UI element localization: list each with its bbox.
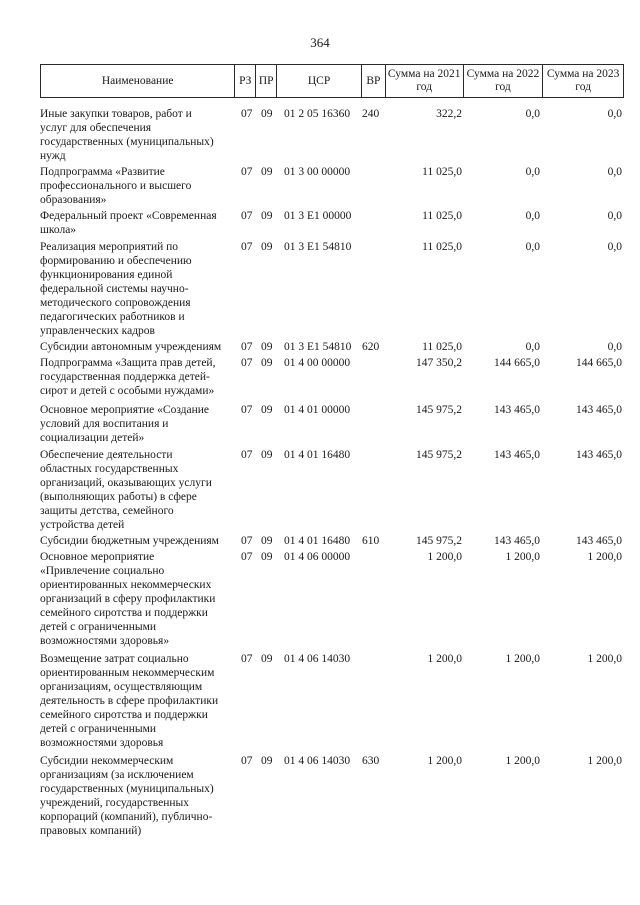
row-sum-2021: 1 200,0	[427, 755, 462, 767]
row-sum-2021: 11 025,0	[422, 241, 462, 253]
row-sum-2023: 144 665,0	[576, 357, 622, 369]
row-sum-2023: 1 200,0	[587, 653, 622, 665]
page-number: 364	[310, 35, 330, 50]
row-csr: 01 4 01 16480	[284, 449, 351, 461]
row-csr: 01 4 06 14030	[284, 755, 351, 767]
row-rz: 07	[241, 535, 253, 547]
row-sum-2022: 143 465,0	[494, 404, 540, 416]
header-sum-2023: Сумма на 2023 год	[546, 68, 620, 93]
header-sum-2021: Сумма на 2021 год	[386, 65, 464, 97]
row-rz: 07	[241, 755, 253, 767]
row-rz: 07	[241, 449, 253, 461]
header-csr: ЦСР	[277, 65, 362, 97]
row-sum-2023: 143 465,0	[576, 535, 622, 547]
row-vr: 610	[362, 535, 380, 547]
row-sum-2021: 11 025,0	[422, 210, 462, 222]
row-sum-2023: 0,0	[607, 108, 622, 120]
row-csr: 01 2 05 16360	[284, 108, 351, 120]
row-name: Основное мероприятие «Привлечение социально ориентированных некоммерческих организаций в сферу профилактики семейного сиротства и поддержки детей с ограниченными возможностями здоровья»	[40, 551, 216, 647]
row-rz: 07	[241, 210, 253, 222]
header-rz: РЗ	[235, 65, 256, 97]
row-name: Подпрограмма «Защита прав детей, государственная поддержка детей- сирот и детей с особыми нуждами»	[40, 357, 216, 397]
row-csr: 01 4 06 00000	[284, 551, 351, 563]
row-sum-2021: 145 975,2	[416, 449, 462, 461]
row-pr: 09	[261, 551, 273, 563]
row-csr: 01 3 00 00000	[284, 166, 351, 178]
row-name: Подпрограмма «Развитие профессионального и высшего образования»	[40, 166, 192, 206]
row-rz: 07	[241, 166, 253, 178]
row-sum-2023: 1 200,0	[587, 755, 622, 767]
row-csr: 01 3 E1 54810	[284, 341, 352, 353]
row-name: Субсидии некоммерческим организациям (за исключением государственных (муниципальных) учреждений, государственных корпораций (компаний), публично- правовых компаний)	[40, 755, 214, 837]
row-sum-2022: 1 200,0	[505, 551, 540, 563]
row-name: Основное мероприятие «Создание условий для воспитания и социализации детей»	[40, 404, 210, 444]
row-name: Обеспечение деятельности областных государственных организаций, оказывающих услуги (выполняющих работы) в сфере защиты детства, семейного устройства детей	[40, 449, 212, 531]
row-sum-2023: 1 200,0	[587, 551, 622, 563]
header-vr: ВР	[362, 65, 386, 97]
row-vr: 630	[362, 755, 380, 767]
row-name: Иные закупки товаров, работ и услуг для обеспечения государственных (муниципальных) нужд	[40, 108, 214, 162]
row-csr: 01 4 06 14030	[284, 653, 351, 665]
row-sum-2022: 0,0	[525, 341, 540, 353]
row-sum-2022: 143 465,0	[494, 449, 540, 461]
row-rz: 07	[241, 653, 253, 665]
row-name: Субсидии бюджетным учреждениям	[40, 535, 219, 547]
row-name: Реализация мероприятий по формированию и обеспечению функционирования единой федеральной системы научно- методического сопровождения педагогических работников и управленческих кадров	[40, 241, 192, 337]
row-pr: 09	[261, 108, 273, 120]
row-sum-2021: 1 200,0	[427, 551, 462, 563]
row-sum-2021: 145 975,2	[416, 535, 462, 547]
row-name: Федеральный проект «Современная школа»	[40, 210, 217, 236]
row-sum-2023: 0,0	[607, 210, 622, 222]
row-rz: 07	[241, 404, 253, 416]
row-csr: 01 4 01 00000	[284, 404, 351, 416]
row-csr: 01 3 E1 00000	[284, 210, 352, 222]
row-sum-2023: 143 465,0	[576, 404, 622, 416]
row-pr: 09	[261, 535, 273, 547]
row-sum-2021: 11 025,0	[422, 341, 462, 353]
row-csr: 01 4 00 00000	[284, 357, 351, 369]
row-sum-2021: 11 025,0	[422, 166, 462, 178]
table-header	[40, 64, 624, 98]
row-csr: 01 3 E1 54810	[284, 241, 352, 253]
row-pr: 09	[261, 755, 273, 767]
row-rz: 07	[241, 108, 253, 120]
row-rz: 07	[241, 341, 253, 353]
row-sum-2021: 147 350,2	[416, 357, 462, 369]
row-rz: 07	[241, 551, 253, 563]
row-vr: 240	[362, 108, 380, 120]
row-name: Субсидии автономным учреждениям	[40, 341, 222, 353]
row-pr: 09	[261, 341, 273, 353]
row-pr: 09	[261, 357, 273, 369]
row-rz: 07	[241, 241, 253, 253]
row-pr: 09	[261, 241, 273, 253]
row-pr: 09	[261, 166, 273, 178]
row-sum-2021: 1 200,0	[427, 653, 462, 665]
row-pr: 09	[261, 404, 273, 416]
row-pr: 09	[261, 449, 273, 461]
row-sum-2022: 1 200,0	[505, 755, 540, 767]
row-sum-2021: 145 975,2	[416, 404, 462, 416]
row-sum-2022: 1 200,0	[505, 653, 540, 665]
row-sum-2022: 0,0	[525, 108, 540, 120]
row-sum-2022: 0,0	[525, 166, 540, 178]
row-sum-2021: 322,2	[436, 108, 462, 120]
header-sum-2022: Сумма на 2022 год	[464, 65, 544, 97]
row-sum-2022: 144 665,0	[494, 357, 540, 369]
row-sum-2023: 0,0	[607, 241, 622, 253]
header-name: Наименование	[41, 65, 235, 97]
row-pr: 09	[261, 210, 273, 222]
row-rz: 07	[241, 357, 253, 369]
row-name: Возмещение затрат социально ориентированным некоммерческим организациям, осуществляющим деятельность в сфере профилактики семейного сиротства и поддержки детей с ограниченными возможностями здоровья	[40, 653, 219, 749]
row-csr: 01 4 01 16480	[284, 535, 351, 547]
row-sum-2023: 0,0	[607, 166, 622, 178]
row-sum-2022: 143 465,0	[494, 535, 540, 547]
row-pr: 09	[261, 653, 273, 665]
row-sum-2023: 0,0	[607, 341, 622, 353]
row-sum-2022: 0,0	[525, 241, 540, 253]
header-pr: ПР	[256, 65, 277, 97]
row-vr: 620	[362, 341, 380, 353]
row-sum-2022: 0,0	[525, 210, 540, 222]
row-sum-2023: 143 465,0	[576, 449, 622, 461]
